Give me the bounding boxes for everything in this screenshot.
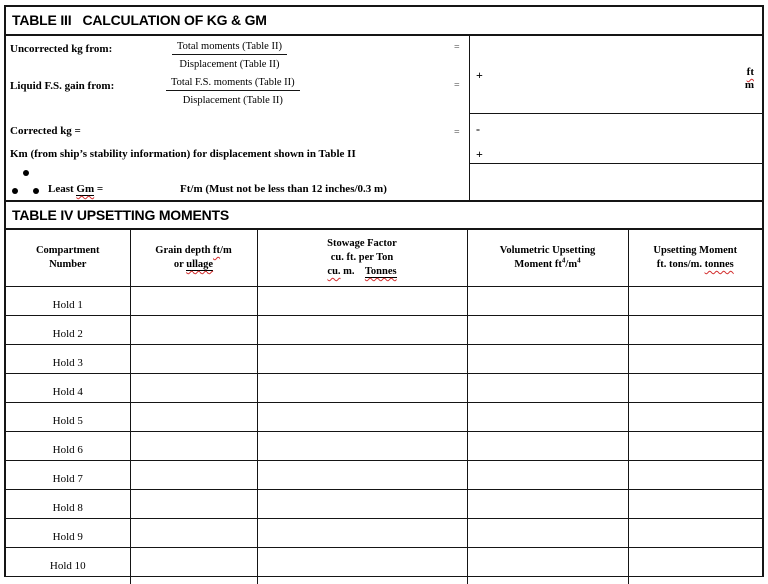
fraction-denominator: Displacement (Table II) [179,59,280,70]
stowage-factor-cell[interactable] [257,316,467,345]
volumetric-moment-cell[interactable] [467,548,628,577]
grain-depth-cell[interactable] [130,287,257,316]
volumetric-moment-cell[interactable] [467,316,628,345]
stowage-factor-cell[interactable] [257,577,467,584]
plus-sign: + [476,147,483,161]
grain-depth-cell[interactable] [130,374,257,403]
table-row [6,374,762,403]
bullet-icon [33,188,39,194]
upsetting-moment-cell[interactable] [628,577,762,584]
corrected-kg-label: Corrected kg = [10,125,81,137]
km-label: Km (from ship’s stability information) for displacement shown in Table II [10,148,356,160]
upsetting-moment-cell[interactable] [628,490,762,519]
volumetric-moment-cell[interactable] [467,374,628,403]
table3-body [6,36,762,200]
col-header-volumetric-upsetting: Volumetric Upsetting Moment $ft^4/m^4$ [467,230,628,287]
upsetting-moment-cell[interactable] [628,461,762,490]
upsetting-moment-cell[interactable] [628,548,762,577]
volumetric-moment-cell[interactable] [467,519,628,548]
grain-depth-cell[interactable] [130,403,257,432]
ft-unit-label: ft [746,66,754,78]
upsetting-moment-cell[interactable] [628,287,762,316]
least-gm-label [48,183,103,195]
stowage-factor-cell[interactable] [257,345,467,374]
table3-result-column [469,36,762,200]
compartment-cell: Hold 1 [6,287,130,316]
uncorrected-kg-fraction [172,40,287,71]
upsetting-moment-cell[interactable] [628,345,762,374]
table-row [6,519,762,548]
compartment-cell: Hold 8 [6,490,130,519]
table-row [6,403,762,432]
table3-title: TABLE III CALCULATION OF KG & GM [6,7,762,36]
table-row [6,577,762,584]
m-unit-label: m [744,79,754,91]
gm-result-cell[interactable] [470,163,762,200]
corrected-kg-result-cell[interactable] [470,113,762,163]
stowage-factor-cell[interactable] [257,432,467,461]
compartment-cell: Hold 10 [6,548,130,577]
minus-sign: - [476,122,480,136]
table-row [6,287,762,316]
compartment-cell: Hold 7 [6,461,130,490]
grain-depth-cell[interactable] [130,548,257,577]
volumetric-moment-cell[interactable] [467,432,628,461]
stowage-factor-cell[interactable] [257,287,467,316]
upsetting-moment-cell[interactable] [628,519,762,548]
upsetting-moment-cell[interactable] [628,316,762,345]
fs-gain-label: Liquid F.S. gain from: [10,80,115,92]
col-header-upsetting-moment: Upsetting Moment ft. tons/m. tonnes [628,230,762,287]
compartment-cell: Hold 6 [6,432,130,461]
fraction-numerator: Total F.S. moments (Table II) [166,76,300,91]
compartment-cell: Hold 2 [6,316,130,345]
stowage-factor-cell[interactable] [257,403,467,432]
volumetric-moment-cell[interactable] [467,345,628,374]
volumetric-moment-cell[interactable] [467,403,628,432]
fraction-numerator: Total moments (Table II) [172,40,287,55]
table-row [6,432,762,461]
stowage-factor-cell[interactable] [257,374,467,403]
least-gm-equals: = [94,183,104,195]
table-row [6,548,762,577]
stowage-factor-cell[interactable] [257,548,467,577]
stowage-factor-cell[interactable] [257,490,467,519]
stowage-factor-cell[interactable] [257,461,467,490]
equals-sign: = [454,42,460,53]
upsetting-moment-cell[interactable] [628,403,762,432]
grain-depth-cell[interactable] [130,519,257,548]
fs-gain-result-cell[interactable] [470,36,762,113]
grain-depth-cell[interactable] [130,577,257,584]
compartment-cell: Hold 4 [6,374,130,403]
col-header-compartment: Compartment Number [6,230,130,287]
form-sheet [4,5,764,577]
fraction-denominator: Displacement (Table II) [182,95,283,106]
equals-sign: = [454,80,460,91]
compartment-cell [6,577,130,584]
plus-sign: + [476,68,483,82]
fs-gain-fraction [166,76,300,107]
least-gm-label-pre: Least [48,183,77,195]
compartment-cell: Hold 5 [6,403,130,432]
uncorrected-kg-label: Uncorrected kg from: [10,43,113,55]
table-row [6,345,762,374]
grain-depth-cell[interactable] [130,461,257,490]
table-row [6,461,762,490]
upsetting-moment-cell[interactable] [628,432,762,461]
bullet-icon [12,188,18,194]
col-header-grain-depth: Grain depth ft/m or ullage [130,230,257,287]
equals-sign: = [454,127,460,138]
volumetric-moment-cell[interactable] [467,287,628,316]
table4-title: TABLE IV UPSETTING MOMENTS [6,200,762,230]
grain-depth-cell[interactable] [130,432,257,461]
table-row [6,490,762,519]
grain-depth-cell[interactable] [130,316,257,345]
least-gm-term: Gm [76,183,95,195]
table-row [6,316,762,345]
volumetric-moment-cell[interactable] [467,490,628,519]
upsetting-moments-table [6,230,762,584]
bullet-icon [23,170,29,176]
volumetric-moment-cell[interactable] [467,461,628,490]
upsetting-moment-cell[interactable] [628,374,762,403]
col-header-stowage-factor: Stowage Factor cu. ft. per Ton cu. m. Tonnes [257,230,467,287]
volumetric-moment-cell[interactable] [467,577,628,584]
compartment-cell: Hold 3 [6,345,130,374]
table-header-row [6,230,762,287]
grain-depth-cell[interactable] [130,490,257,519]
stowage-factor-cell[interactable] [257,519,467,548]
least-gm-units-note: Ft/m (Must not be less than 12 inches/0.3 m) [180,183,387,195]
grain-depth-cell[interactable] [130,345,257,374]
compartment-cell: Hold 9 [6,519,130,548]
units-label [745,66,754,92]
